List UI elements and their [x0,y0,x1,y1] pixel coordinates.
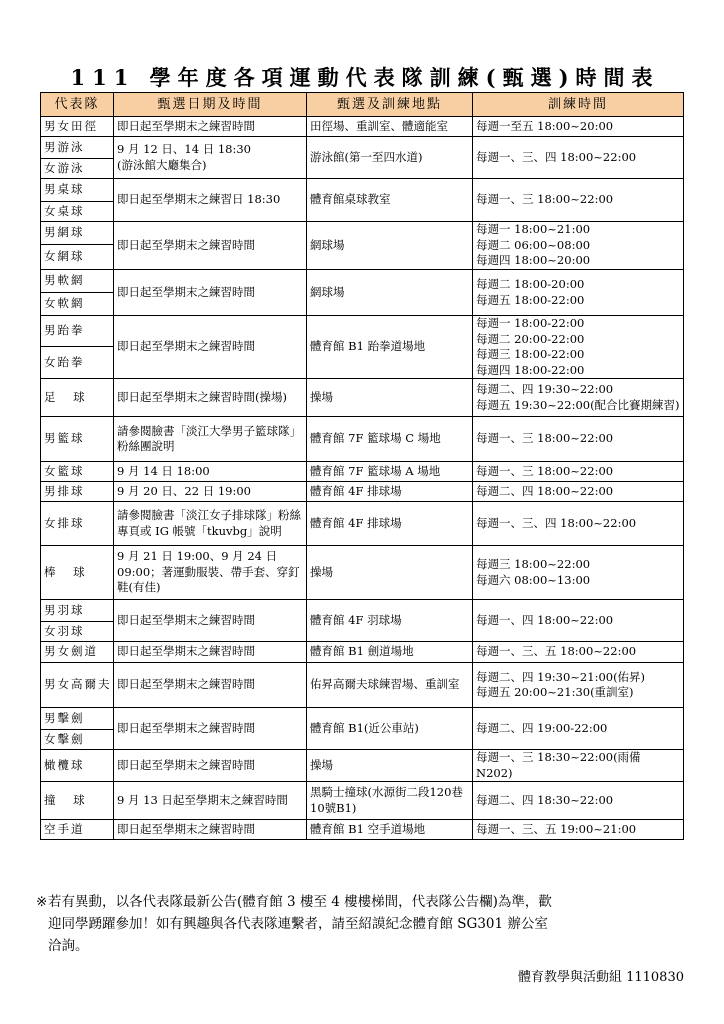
team-cell: 撞 球 [41,782,114,820]
times-cell [473,316,684,379]
times-cell [473,600,684,642]
table-row [41,482,684,502]
place-cell: 操場 [307,379,473,417]
team-cell: 空手道 [41,820,114,840]
place-cell: 佑昇高爾夫球練習場、重訓室 [307,663,473,708]
team-cell: 足 球 [41,379,114,417]
place-cell: 操場 [307,546,473,600]
date-cell: 即日起至學期末之練習時間 [114,222,307,270]
schedule-table [40,92,684,840]
table-row [41,270,684,293]
date-cell: 請參閱臉書「淡江大學男子籃球隊」粉絲團說明 [114,417,307,462]
place-cell: 網球場 [307,270,473,316]
times-cell [473,270,684,316]
place-cell: 體育館 B1 空手道場地 [307,820,473,840]
time-slot: 每週一、三、四 18:00~22:00 [476,515,637,530]
place-cell: 體育館 B1 劍道場地 [307,642,473,663]
times-cell [473,117,684,137]
place-cell: 游泳館(第一至四水道) [307,137,473,179]
team-cell: 男跆拳 [41,316,114,347]
team-cell: 女擊劍 [41,730,114,750]
note-mark: ※ [36,894,48,910]
time-slot: 每週二、四 18:30~22:00 [476,792,614,807]
note-line-2: 迎同學踴躍參加！如有興趣與各代表隊連繫者，請至紹謨紀念體育館 SG301 辦公室 [48,916,548,932]
table-row [41,546,684,600]
table-row [41,379,684,417]
place-cell: 體育館 B1 跆拳道場地 [307,316,473,379]
header-team: 代表隊 [41,93,114,117]
time-slot: 每週一、三 18:00~22:00 [476,192,614,207]
date-cell: 9 月 14 日 18:00 [114,462,307,482]
date-cell: 即日起至學期末之練習時間 [114,708,307,750]
team-cell: 男女田徑 [41,117,114,137]
table-row [41,117,684,137]
time-slot: 每週二、四 19:30~22:00 [476,382,614,397]
date-cell: 即日起至學期末之練習時間 [114,316,307,379]
date-cell: 即日起至學期末之練習日 18:30 [114,179,307,222]
header-times: 訓練時間 [473,93,684,117]
team-cell: 男女劍道 [41,642,114,663]
table-row [41,750,684,782]
table-row [41,222,684,245]
times-cell [473,750,684,782]
date-cell: 請參閱臉書「淡江女子排球隊」粉絲專頁或 IG 帳號「tkuvbg」說明 [114,502,307,546]
team-cell: 男排球 [41,482,114,502]
time-slot: 每週一、三 18:00~22:00 [476,463,614,478]
team-cell: 女游泳 [41,159,114,179]
date-cell: 即日起至學期末之練習時間 [114,750,307,782]
date-cell: 即日起至學期末之練習時間 [114,600,307,642]
team-cell: 男軟網 [41,270,114,293]
team-cell: 男擊劍 [41,708,114,730]
times-cell [473,462,684,482]
place-cell: 體育館 7F 籃球場 C 場地 [307,417,473,462]
table-row [41,502,684,546]
times-cell [473,179,684,222]
team-cell: 棒 球 [41,546,114,600]
place-cell: 網球場 [307,222,473,270]
table-row [41,663,684,708]
time-slot: 每週五 20:00~21:30(重訓室) [476,685,634,700]
time-slot: 每週一、三、五 19:00~21:00 [476,821,637,836]
times-cell [473,482,684,502]
time-slot: 每週一、三、五 18:00~22:00 [476,644,637,659]
times-cell [473,820,684,840]
time-slot: 每週四 18:00~20:00 [476,253,591,268]
times-cell [473,546,684,600]
table-row [41,137,684,159]
time-slot: 每週二、四 19:00-22:00 [476,720,608,735]
times-cell [473,663,684,708]
times-cell [473,642,684,663]
place-cell: 體育館 B1(近公車站) [307,708,473,750]
note-line-3: 洽詢。 [48,938,89,954]
date-cell: 即日起至學期末之練習時間 [114,820,307,840]
time-slot: 每週五 19:30~22:00(配合比賽期練習) [476,397,680,412]
time-slot: 每週三 18:00-22:00 [476,347,585,362]
time-slot: 每週五 18:00-22:00 [476,292,585,307]
table-row [41,179,684,202]
time-slot: 每週二 20:00-22:00 [476,331,585,346]
team-cell: 男女高爾夫 [41,663,114,708]
time-slot: 每週一 18:00~21:00 [476,222,591,237]
team-cell: 女軟網 [41,293,114,316]
table-row [41,820,684,840]
table-row [41,462,684,482]
time-slot: 每週六 08:00~13:00 [476,572,591,587]
table-row [41,417,684,462]
time-slot: 每週一 18:00-22:00 [476,316,585,330]
time-slot: 每週二 06:00~08:00 [476,237,591,252]
place-cell: 體育館 4F 羽球場 [307,600,473,642]
time-slot: 每週二、四 19:30~21:00(佑昇) [476,669,646,684]
times-cell [473,137,684,179]
date-cell: 即日起至學期末之練習時間 [114,642,307,663]
place-cell: 操場 [307,750,473,782]
place-cell: 黑騎士撞球(水源街二段120巷10號B1) [307,782,473,820]
header-date: 甄選日期及時間 [114,93,307,117]
header-place: 甄選及訓練地點 [307,93,473,117]
times-cell [473,417,684,462]
footer-signature: 體育教學與活動組 1110830 [517,970,684,985]
time-slot: 每週一、三 18:00~22:00 [476,431,614,446]
times-cell [473,782,684,820]
note-line-1: 若有異動，以各代表隊最新公告(體育館 3 樓至 4 樓樓梯間，代表隊公告欄)為準，歡 [48,894,552,910]
times-cell [473,379,684,417]
place-cell: 體育館 4F 排球場 [307,502,473,546]
time-slot: 每週一、三 18:30~22:00(雨備 N202) [476,750,641,780]
team-cell: 女羽球 [41,622,114,642]
date-cell: 9 月 20 日、22 日 19:00 [114,482,307,502]
date-cell: 9 月 12 日、14 日 18:30 (游泳館大廳集合) [114,137,307,179]
times-cell [473,222,684,270]
place-cell: 體育館 7F 籃球場 A 場地 [307,462,473,482]
time-slot: 每週三 18:00~22:00 [476,557,591,572]
times-cell [473,708,684,750]
table-header-row [41,93,684,117]
date-cell: 9 月 13 日起至學期末之練習時間 [114,782,307,820]
time-slot: 每週一、三、四 18:00~22:00 [476,149,637,164]
date-cell: 即日起至學期末之練習時間 [114,117,307,137]
table-row [41,600,684,622]
team-cell: 男羽球 [41,600,114,622]
team-cell: 女桌球 [41,202,114,222]
place-cell: 體育館 4F 排球場 [307,482,473,502]
time-slot: 每週二 18:00-20:00 [476,276,585,291]
team-cell: 女跆拳 [41,346,114,378]
notes [36,891,686,957]
date-cell: 即日起至學期末之練習時間 [114,270,307,316]
team-cell: 女排球 [41,502,114,546]
table-row [41,642,684,663]
page-title: 111 學年度各項運動代表隊訓練(甄選)時間表 [70,65,660,90]
team-cell: 男桌球 [41,179,114,202]
place-cell: 田徑場、重訓室、體適能室 [307,117,473,137]
table-row [41,708,684,730]
team-cell: 女網球 [41,245,114,270]
date-cell: 9 月 21 日 19:00、9 月 24 日 09:00；著運動服裝、帶手套、穿釘鞋(有佳) [114,546,307,600]
time-slot: 每週二、四 18:00~22:00 [476,483,614,498]
time-slot: 每週四 18:00-22:00 [476,362,585,377]
date-cell: 即日起至學期末之練習時間(操場) [114,379,307,417]
team-cell: 男網球 [41,222,114,245]
table-row [41,316,684,347]
time-slot: 每週一、四 18:00~22:00 [476,612,614,627]
times-cell [473,502,684,546]
place-cell: 體育館桌球教室 [307,179,473,222]
team-cell: 女籃球 [41,462,114,482]
team-cell: 橄欖球 [41,750,114,782]
time-slot: 每週一至五 18:00~20:00 [476,118,614,133]
date-cell: 即日起至學期末之練習時間 [114,663,307,708]
team-cell: 男籃球 [41,417,114,462]
team-cell: 男游泳 [41,137,114,159]
table-row [41,782,684,820]
